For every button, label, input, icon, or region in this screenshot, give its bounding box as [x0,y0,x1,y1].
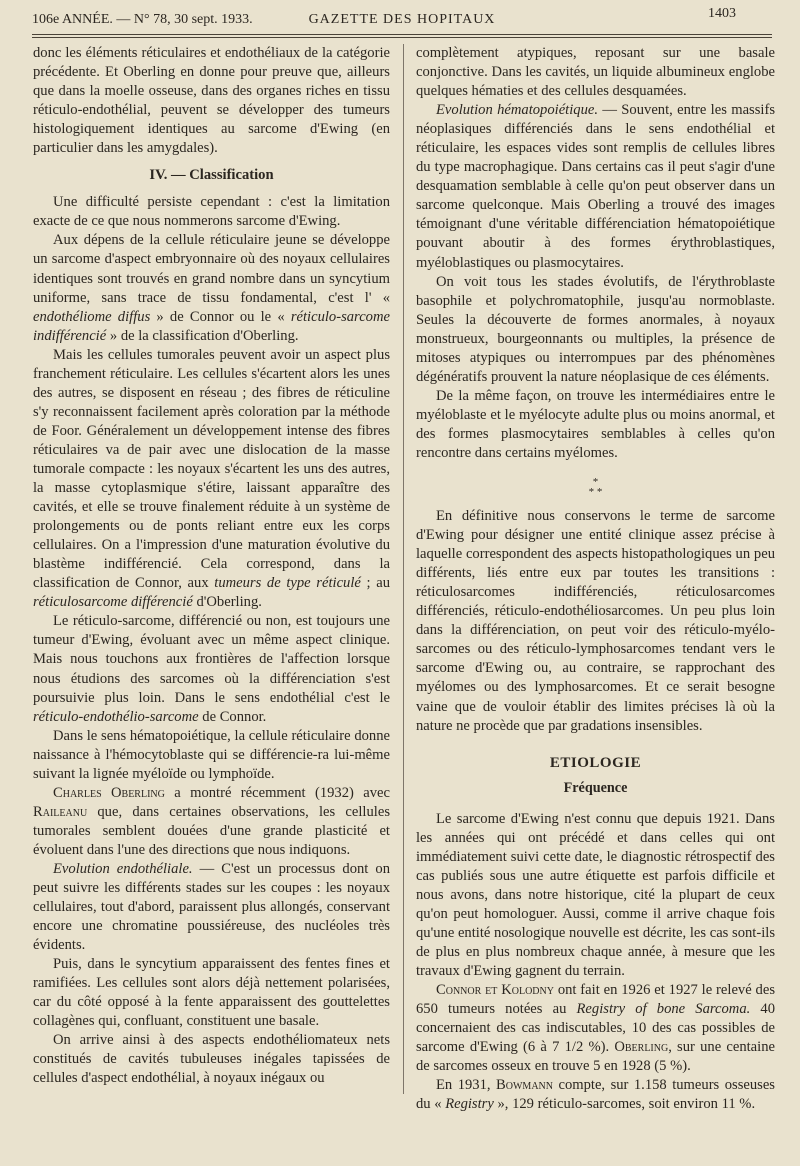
section-separator: * * * [588,476,603,499]
paragraph: On arrive ainsi à des aspects endothéliomateux nets constitués de cavités tubuleuses inégales tapissées de cellules d'aspect endothélial, à noyaux inégaux ou [33,1032,390,1087]
paragraph: Evolution endothéliale. — C'est un processus dont on peut suivre les différents stades sur les coupes : les noyaux cellulaires, tout d'abord, paraissent plus allongés, conservant encore une chromatine poussiéreuse, des nucléoles très évidents. [33,860,390,954]
paragraph: Charles Oberling a montré récemment (1932) avec Raileanu que, dans certaines observations, les cellules tumorales semblent douées d'une grande plasticité et évoluent dans l'une des directions que nous indiquons. [33,784,390,858]
paragraph: Mais les cellules tumorales peuvent avoir un aspect plus franchement réticulaire. Les cellules s'écartent alors les unes des autres, se disposent en réseau ; des fibres de réticuline s'y reconnaissent facilement après coloration par la méthode de Foor. Généralement un développement intense des fibres réticulaires va de pair avec une dislocation de la masse tumorale compacte : les noyaux s'écartent les uns des autres, la masse cytoplasmique s'étire, laissant apparaître des cavités, et elle se trouve finalement réduite à un système de prolongements ou de ponts reliant entre eux les corps cellulaires. On a l'impression d'une maturation évolutive du blastème indifférencié. Cela correspond, dans la classification de Connor, aux tumeurs de type réticulé ; au réticulosarcome différencié d'Oberling. [33,346,390,611]
section-heading: IV. — Classification [149,167,274,184]
paragraph: En définitive nous conservons le terme de sarcome d'Ewing pour désigner une entité clinique assez précise à laquelle correspondent des aspects histopathologiques un peu différents, liés entre eux par toutes les transitions : réticulosarcomes indifférenciés, réticulosarcomes différenciés, réticulo-endothéliosarcomes. Un peu plus loin dans la différenciation, on peut voir des réticulo-myélo-sarcomes ou des réticulo-lymphosarcomes tendant vers le sarcome d'Ewing ou, au contraire, se rapprochant des myélomes ou des lymphosarcomes. Et ce serait besogne vaine que de vouloir établir des limites précises là où la nature ne procède que par gradations insensibles. [416,508,775,734]
issue-info: 106e ANNÉE. — N° 78, 30 sept. 1933. [32,12,253,27]
paragraph: Aux dépens de la cellule réticulaire jeune se développe un sarcome d'aspect embryonnaire où des noyaux cellulaires identiques sont trouvés en grand nombre dans un syncytium uniforme, sans trace de tissu fondamental, c'est l' « endothéliome diffus » de Connor ou le « réticulo-sarcome indifférencié » de la classification d'Oberling. [33,232,390,344]
column-divider [403,44,404,1094]
paragraph: Connor et Kolodny ont fait en 1926 et 1927 le relevé des 650 tumeurs notées au Registry of bone Sarcoma. 40 concernaient des cas indiscutables, 10 des cas possibles de sarcome d'Ewing (6 à 7 1/2 %). Oberling, sur une centaine de sarcomes osseux en trouve 5 en 1928 (5 %). [416,982,775,1075]
subheading: Fréquence [563,779,628,796]
page-header [32,6,772,30]
paragraph: Puis, dans le syncytium apparaissent des fentes fines et ramifiées. Les cellules sont alors déjà nettement polarisées, car du côté opposé à la fente apparaissent des gouttelettes collagènes qui, confluant, constituent une basale. [33,956,390,1030]
paragraph: complètement atypiques, reposant sur une basale conjonctive. Dans les cavités, un liquide albumineux englobe quelques hématies et des cellules desquamées. [416,45,775,100]
paragraph: Dans le sens hématopoiétique, la cellule réticulaire donne naissance à l'hémocytoblaste qui se différencie-ra lui-même suivant la lignée myéloïde ou lymphoïde. [33,727,390,782]
publication-title: GAZETTE DES HOPITAUX [308,12,496,27]
paragraph: donc les éléments réticulaires et endothéliaux de la catégorie précédente. Et Oberling en donne pour preuve que, ailleurs que dans la moelle osseuse, dans des organes riches en tissu réticulo-endothélial, peuvent se développer des tumeurs histologiquement identiques au sarcome d'Ewing (en particulier dans les amygdales). [33,45,390,157]
paragraph: Le réticulo-sarcome, différencié ou non, est toujours une tumeur d'Ewing, évoluant avec un même aspect clinique. Mais nous touchons aux frontières de l'affection lorsque nous étudions des sarcomes où la différenciation s'est poursuivie plus loin. Dans le sens endothélial c'est le réticulo-endothélio-sarcome de Connor. [33,613,390,725]
page-number: 1403 [708,6,736,21]
paragraph: En 1931, Bowmann compte, sur 1.158 tumeurs osseuses du « Registry », 129 réticulo-sarcomes, soit environ 11 %. [416,1077,775,1113]
chapter-heading: ETIOLOGIE [549,754,642,771]
paragraph: On voit tous les stades évolutifs, de l'érythroblaste basophile et polychromatophile, jusqu'au normoblaste. Seules la découverte de formes anormales, à noyaux monstrueux, bourgeonnants ou multiples, la présence de mitoses atypiques ou interrompues par des phénomènes dégénératifs prouvent la nature néoplasique de ces éléments. [416,273,775,385]
right-column [416,44,775,1114]
header-rule [32,34,772,38]
paragraph: Une difficulté persiste cependant : c'est la limitation exacte de ce que nous nommerons sarcome d'Ewing. [33,194,390,230]
left-column [33,44,390,1089]
paragraph: De la même façon, on trouve les intermédiaires entre le myéloblaste et le myélocyte adulte plus ou moins anormal, et des formes plasmocytaires semblables à celles qu'on rencontre dans certains myélomes. [416,387,775,461]
paragraph: Evolution hématopoiétique. — Souvent, entre les massifs néoplasiques différenciés dans le sens endothélial et réticulaire, les espaces vides sont remplis de cellules libres du type macrophagique. Dans certains cas il peut s'agir d'une desquamation semblable à celle qu'on peut observer dans un sarcome quelconque. Mais Oberling a trouvé des images témoignant d'une véritable différenciation hématopoiétique pouvant aboutir à des formes érythroblastiques, myéloblastiques ou plasmocytaires. [416,102,775,271]
paragraph: Le sarcome d'Ewing n'est connu que depuis 1921. Dans les années qui ont précédé et dans celles qui ont immédiatement suivi cette date, le diagnostic rétrospectif des cas publiés sous une autre étiquette est parfois difficile et nous avons, dans notre historique, cité la plupart de ceux qu'on peut homologuer. Aussi, comme il arrive chaque fois qu'une entité nosologique nouvelle est décrite, les cas sont-ils de plus en plus nombreux chaque année, à mesure que les travaux d'Ewing gagnent du terrain. [416,810,775,980]
